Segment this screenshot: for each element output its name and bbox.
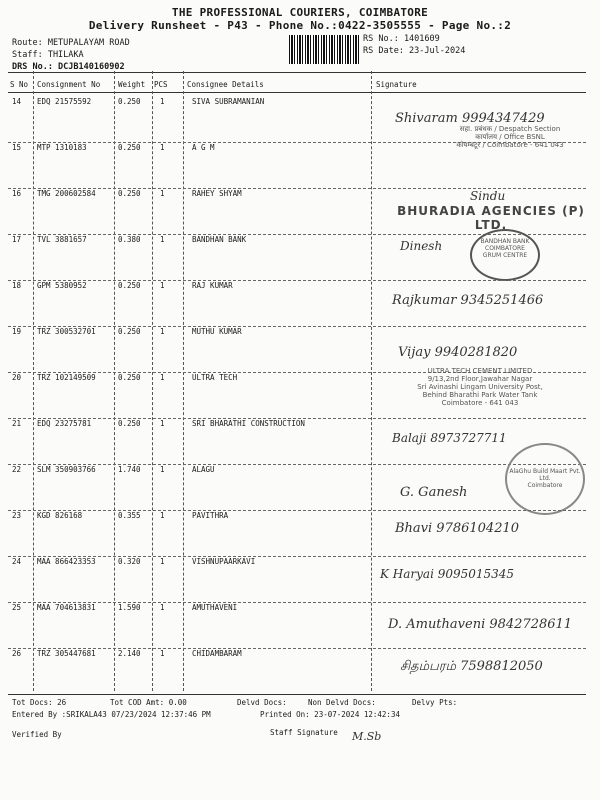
row-weight: 0.250 [118,373,141,382]
row-consignment: SLM 350903766 [37,465,96,474]
row-signature: Shivaram 9994347429 [395,111,545,126]
row-consignment: KGD 826168 [37,511,83,520]
row-pcs: 1 [160,419,165,428]
row-weight: 0.320 [118,557,141,566]
row-consignee: MUTHU KUMAR [192,327,242,336]
row-sno: 16 [12,189,22,198]
row-sno: 20 [12,373,22,382]
row-pcs: 1 [160,603,165,612]
row-pcs: 1 [160,327,165,336]
col-header-consignee: Consignee Details [187,80,264,89]
row-weight: 0.380 [118,235,141,244]
row-consignment: EDQ 23275781 [37,419,92,428]
row-consignee: ALAGU [192,465,215,474]
table-row [0,281,600,327]
verified-by: Verified By [12,730,62,739]
table-row [0,345,600,419]
company-title: THE PROFESSIONAL COURIERS, COIMBATORE [171,6,429,19]
row-pcs: 1 [160,281,165,290]
delivered-docs: Delvd Docs: [237,698,287,707]
row-sno: 21 [12,419,22,428]
row-sno: 24 [12,557,22,566]
table-row [0,465,600,511]
table-row [0,649,600,695]
row-signature: Dinesh [400,239,443,253]
row-signature: Vijay 9940281820 [398,345,518,360]
table-row [0,235,600,281]
row-weight: 0.250 [118,281,141,290]
row-separator [8,694,586,695]
row-consignment: TRZ 102149509 [37,373,96,382]
row-consignee: CHIDAMBARAM [192,649,242,658]
row-pcs: 1 [160,465,165,474]
staff-signature-label: Staff Signature [270,728,338,737]
staff-label: Staff: THILAKA [12,50,84,60]
row-consignee: ULTRA TECH [192,373,238,382]
row-pcs: 1 [160,557,165,566]
entered-by: Entered By :SRIKALA43 07/23/2024 12:37:46 PM [12,710,211,719]
table-top-rule [8,72,586,73]
row-signature: Sindu [470,189,506,203]
row-weight: 1.590 [118,603,141,612]
row-consignee: BANDHAN BANK [192,235,247,244]
row-consignee: AMUTHAVENI [192,603,238,612]
row-consignment: TVL 3881657 [37,235,87,244]
row-weight: 0.250 [118,327,141,336]
row-sno: 14 [12,97,22,106]
row-stamp: AlaGhu Build Maart Pvt. Ltd. Coimbatore [505,443,585,515]
row-weight: 0.355 [118,511,141,520]
row-consignee: A G M [192,143,215,152]
row-consignee: RAJ KUMAR [192,281,233,290]
col-header-signature: Signature [376,80,417,89]
row-pcs: 1 [160,235,165,244]
row-signature: K Haryai 9095015345 [380,567,515,581]
row-pcs: 1 [160,511,165,520]
table-row [0,557,600,603]
row-weight: 0.250 [118,419,141,428]
row-pcs: 1 [160,373,165,382]
row-consignment: GPM 5380952 [37,281,87,290]
staff-signature-mark: M.Sb [352,730,382,743]
col-header-sno: S No [10,80,29,89]
row-sno: 15 [12,143,22,152]
total-cod: Tot COD Amt: 0.00 [110,698,187,707]
row-consignment: MAA 704613831 [37,603,96,612]
row-pcs: 1 [160,143,165,152]
row-signature: D. Amuthaveni 9842728611 [388,617,573,632]
table-row [0,419,600,465]
row-consignment: TRZ 300532701 [37,327,96,336]
row-consignee: PAVITHRA [192,511,229,520]
table-row [0,143,600,189]
row-consignee: SRI BHARATHI CONSTRUCTION [192,419,305,428]
row-weight: 2.140 [118,649,141,658]
row-stamp: BHURADIA AGENCIES (P) LTD. [397,204,585,232]
row-sno: 18 [12,281,22,290]
row-signature: G. Ganesh [400,485,468,500]
row-sno: 25 [12,603,22,612]
row-weight: 0.250 [118,143,141,152]
col-header-weight: Weight [118,80,146,89]
row-signature: Rajkumar 9345251466 [392,293,544,308]
row-signature: சிதம்பரம் 7598812050 [400,659,543,674]
barcode [289,35,359,64]
runsheet-subtitle: Delivery Runsheet - P43 - Phone No.:0422-3505555 - Page No.:2 [88,19,512,32]
table-row [0,189,600,235]
total-docs: Tot Docs: 26 [12,698,67,707]
row-stamp: BANDHAN BANK COIMBATORE GRUM CENTRE [470,229,540,281]
row-sno: 26 [12,649,22,658]
row-weight: 0.250 [118,189,141,198]
row-consignment: TMG 200602584 [37,189,96,198]
row-pcs: 1 [160,97,165,106]
row-consignment: MAA 866423353 [37,557,96,566]
header-bottom-rule [8,92,586,93]
row-sno: 23 [12,511,22,520]
row-signature: Balaji 8973727711 [392,431,507,445]
non-delivered-docs: Non Delvd Docs: [308,698,376,707]
row-stamp: ULTRA TECH CEMENT LIMITED 9/13,2nd Floor,Jawahar Nagar Sri Avinashi Lingam University Post, Behind Bharathi Park Water Tank Coimbatore - 641 043 [417,367,543,408]
printed-on: Printed On: 23-07-2024 12:42:34 [260,710,400,719]
row-consignee: SIVA SUBRAMANIAN [192,97,265,106]
row-signature: Bhavi 9786104210 [395,521,520,536]
col-header-consignment: Consignment No [37,80,101,89]
row-consignment: EDQ 21575592 [37,97,92,106]
row-stamp: सहा. प्रबंधक / Despatch Section कार्यालय / Office BSNL कोयम्बटूर / Coimbatore - 641 043 [456,125,564,150]
drs-number: DRS No.: DCJB140160902 [12,62,125,72]
row-weight: 0.250 [118,97,141,106]
row-sno: 22 [12,465,22,474]
row-pcs: 1 [160,649,165,658]
row-consignee: VISHNUPAARKAVI [192,557,256,566]
delivery-points: Delvy Pts: [412,698,458,707]
table-row [0,511,600,557]
row-weight: 1.740 [118,465,141,474]
row-consignment: MTP 1310183 [37,143,87,152]
table-row [0,603,600,649]
row-sno: 17 [12,235,22,244]
rs-number: RS No.: 1401609 [363,34,440,44]
row-consignment: TRZ 305447681 [37,649,96,658]
row-sno: 19 [12,327,22,336]
rs-date: RS Date: 23-Jul-2024 [363,46,466,56]
col-header-pcs: PCS [154,80,168,89]
row-consignee: RAHEY SHYAM [192,189,242,198]
route-label: Route: METUPALAYAM ROAD [12,38,130,48]
row-pcs: 1 [160,189,165,198]
